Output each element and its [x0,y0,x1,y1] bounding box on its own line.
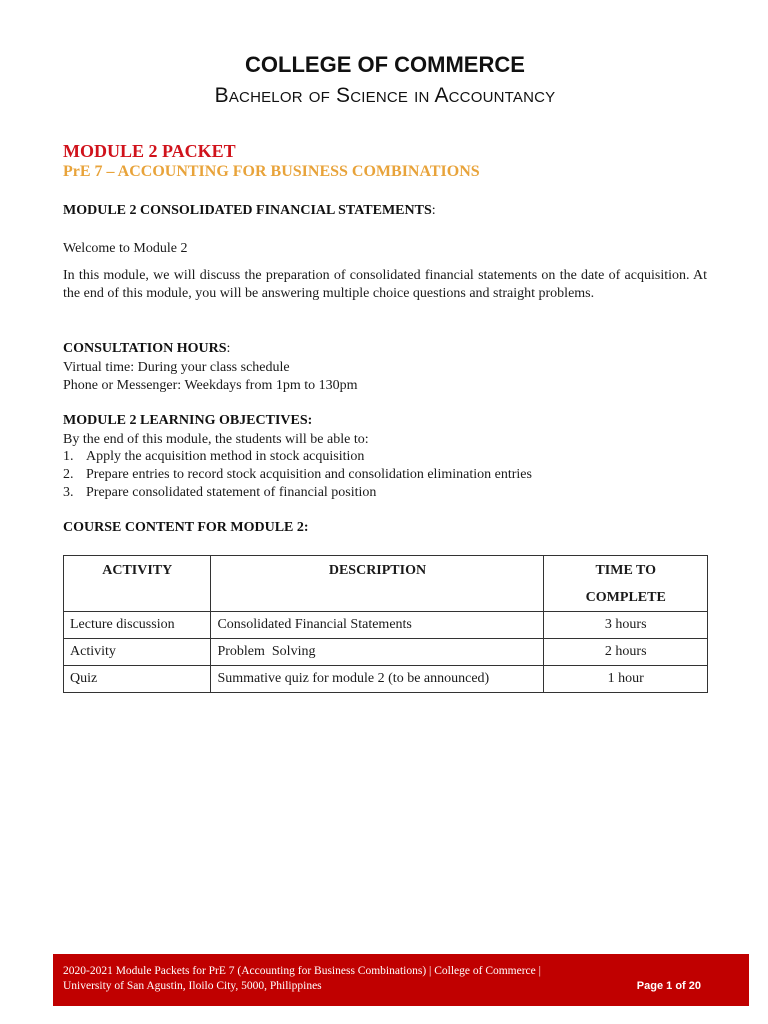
column-header-time-line2: COMPLETE [585,590,666,605]
column-header-time [544,556,708,612]
cell-description: Consolidated Financial Statements [211,612,544,639]
phone-messenger: Phone or Messenger: Weekdays from 1pm to 130pm [63,378,358,393]
page-number: Page 1 of 20 [636,980,701,992]
objective-text: Apply the acquisition method in stock acquisition [86,449,365,464]
objectives-heading: MODULE 2 LEARNING OBJECTIVES: [63,413,313,428]
page-footer [53,954,749,1006]
virtual-time: Virtual time: During your class schedule [63,360,290,375]
footer-line-1: 2020-2021 Module Packets for PrE 7 (Accounting for Business Combinations) | College of Commerce | [63,965,541,977]
consultation-heading-text: CONSULTATION HOURS [63,341,227,356]
welcome-text: Welcome to Module 2 [63,241,188,256]
objectives-lead: By the end of this module, the students will be able to: [63,432,369,447]
table-row [64,666,708,693]
intro-paragraph: In this module, we will discuss the preparation of consolidated financial statements on the date of acquisition. At the end of this module, you will be answering multiple choice questions and straight problems. [63,268,707,301]
program-subtitle: Bachelor of Science in Accountancy [214,84,556,107]
intro-heading [63,203,436,219]
table-row [64,639,708,666]
cell-time: 1 hour [544,666,708,693]
intro-heading-colon: : [431,203,436,218]
column-header-time-line1: TIME TO [595,563,657,578]
cell-activity: Activity [64,639,211,666]
objective-text: Prepare entries to record stock acquisition and consolidation elimination entries [86,467,532,482]
course-title: PrE 7 – ACCOUNTING FOR BUSINESS COMBINATIONS [63,163,480,180]
cell-description: Summative quiz for module 2 (to be announced) [211,666,544,693]
consultation-heading [63,341,230,357]
table-row [64,612,708,639]
footer-line-2: University of San Agustin, Iloilo City, 5000, Philippines [63,980,322,992]
objective-number: 3. [63,485,74,500]
cell-description: Problem Solving [211,639,544,666]
cell-time: 2 hours [544,639,708,666]
college-title: COLLEGE OF COMMERCE [245,52,525,77]
course-content-table [63,555,708,693]
consultation-heading-colon: : [226,341,231,356]
intro-heading-text: MODULE 2 CONSOLIDATED FINANCIAL STATEMENTS [63,203,432,218]
cell-activity: Quiz [64,666,211,693]
cell-time: 3 hours [544,612,708,639]
objective-number: 2. [63,467,74,482]
objective-text: Prepare consolidated statement of financial position [86,485,377,500]
column-header-activity: ACTIVITY [64,556,211,612]
objective-number: 1. [63,449,74,464]
column-header-description: DESCRIPTION [211,556,544,612]
module-title: MODULE 2 PACKET [63,141,236,161]
course-content-heading: COURSE CONTENT FOR MODULE 2: [63,520,309,535]
table-header-row [64,556,708,612]
cell-activity: Lecture discussion [64,612,211,639]
